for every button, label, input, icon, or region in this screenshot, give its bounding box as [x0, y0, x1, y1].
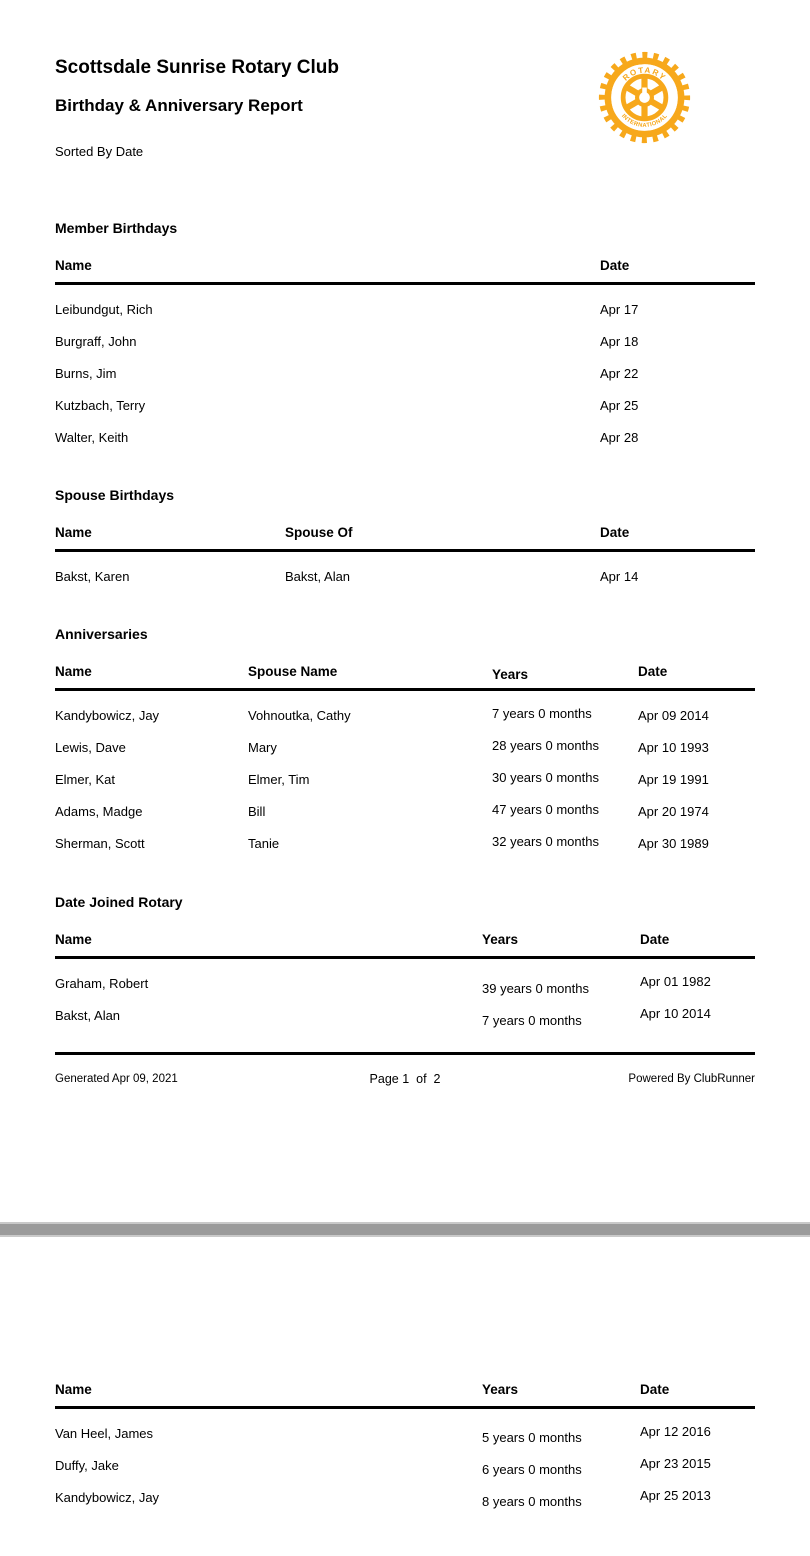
table-header-row	[55, 932, 755, 956]
table-row	[55, 738, 755, 770]
table-cell: Elmer, Tim	[248, 772, 310, 787]
table-cell: Bakst, Alan	[55, 1008, 121, 1023]
table-cell: Burns, Jim	[55, 366, 117, 381]
table-row	[55, 1006, 755, 1038]
table-cell: Walter, Keith	[55, 430, 129, 445]
report-title: Birthday & Anniversary Report	[55, 96, 303, 115]
rotary-international-logo-icon	[597, 50, 692, 145]
table-cell: Apr 28	[600, 430, 639, 445]
table-cell: Apr 20 1974	[638, 804, 709, 819]
table-cell: Apr 01 1982	[640, 974, 711, 989]
table-cell: Apr 10 1993	[638, 740, 709, 755]
column-header: Name	[55, 1382, 92, 1397]
table-row	[55, 770, 755, 802]
table-row	[55, 396, 755, 428]
header-divider	[55, 956, 755, 959]
page-footer	[55, 1070, 755, 1090]
table-cell: Elmer, Kat	[55, 772, 115, 787]
table-cell: Leibundgut, Rich	[55, 302, 153, 317]
table-cell: Kutzbach, Terry	[55, 398, 146, 413]
column-header: Years	[482, 1382, 519, 1397]
column-header: Years	[482, 932, 519, 947]
table-cell: 28 years 0 months	[492, 738, 599, 753]
table-cell: Apr 19 1991	[638, 772, 709, 787]
page-2	[0, 1237, 810, 1552]
table-cell: Apr 10 2014	[640, 1006, 711, 1021]
table-row	[55, 428, 755, 460]
column-header: Date	[640, 932, 670, 947]
table-cell: Vohnoutka, Cathy	[248, 708, 351, 723]
table-cell: Apr 09 2014	[638, 708, 709, 723]
header-divider	[55, 282, 755, 285]
table-cell: Bill	[248, 804, 266, 819]
table-cell: 7 years 0 months	[492, 706, 592, 721]
section-title: Spouse Birthdays	[55, 487, 175, 503]
section-title: Member Birthdays	[55, 220, 178, 236]
table-cell: Apr 23 2015	[640, 1456, 711, 1471]
table-row	[55, 364, 755, 396]
table-cell: Kandybowicz, Jay	[55, 1490, 160, 1505]
table-row	[55, 1488, 755, 1520]
table-cell: 47 years 0 months	[492, 802, 599, 817]
table-cell: Apr 18	[600, 334, 639, 349]
powered-by: Powered By ClubRunner	[628, 1073, 755, 1085]
table-cell: 30 years 0 months	[492, 770, 599, 785]
table-row	[55, 300, 755, 332]
table-body	[55, 300, 755, 460]
column-header: Name	[55, 525, 92, 540]
column-header: Date	[600, 525, 630, 540]
table-cell: Apr 22	[600, 366, 639, 381]
table-row	[55, 1424, 755, 1456]
table-row	[55, 706, 755, 738]
section-title: Date Joined Rotary	[55, 894, 183, 910]
table-cell: 5 years 0 months	[482, 1430, 582, 1445]
table-cell: 32 years 0 months	[492, 834, 599, 849]
sort-order-label: Sorted By Date	[55, 144, 144, 159]
table-cell: 8 years 0 months	[482, 1494, 582, 1509]
header-divider	[55, 1406, 755, 1409]
column-header: Spouse Of	[285, 525, 353, 540]
section-title: Anniversaries	[55, 626, 148, 642]
table-body	[55, 706, 755, 866]
header-divider	[55, 549, 755, 552]
page-separator	[0, 1222, 810, 1237]
page-number: Page 1 of 2	[369, 1072, 441, 1086]
table-cell: Apr 12 2016	[640, 1424, 711, 1439]
table-row	[55, 834, 755, 866]
header-divider	[55, 688, 755, 691]
table-cell: Lewis, Dave	[55, 740, 126, 755]
table-cell: Apr 30 1989	[638, 836, 709, 851]
table-cell: Apr 25	[600, 398, 639, 413]
footer-divider	[55, 1052, 755, 1055]
club-name: Scottsdale Sunrise Rotary Club	[55, 57, 340, 78]
logo-bottom-text: INTERNATIONAL	[620, 113, 669, 129]
column-header: Name	[55, 258, 92, 273]
column-header: Name	[55, 932, 92, 947]
column-header: Name	[55, 664, 92, 679]
table-cell: 6 years 0 months	[482, 1462, 582, 1477]
table-body	[55, 567, 755, 599]
table-cell: Kandybowicz, Jay	[55, 708, 160, 723]
table-header-row	[55, 525, 755, 549]
table-cell: Sherman, Scott	[55, 836, 145, 851]
logo-top-text: ROTARY	[621, 65, 669, 83]
table-row	[55, 1456, 755, 1488]
table-cell: Apr 25 2013	[640, 1488, 711, 1503]
table-cell: Mary	[248, 740, 277, 755]
table-row	[55, 567, 755, 599]
table-cell: Bakst, Karen	[55, 569, 130, 584]
table-row	[55, 974, 755, 1006]
table-body	[55, 1424, 755, 1520]
table-row	[55, 802, 755, 834]
table-body	[55, 974, 755, 1038]
table-cell: Bakst, Alan	[285, 569, 351, 584]
table-header-row	[55, 1382, 755, 1406]
table-cell: 7 years 0 months	[482, 1013, 582, 1028]
column-header: Years	[492, 667, 529, 682]
table-row	[55, 332, 755, 364]
table-cell: Apr 14	[600, 569, 639, 584]
table-cell: Adams, Madge	[55, 804, 143, 819]
table-header-row	[55, 664, 755, 688]
table-cell: Van Heel, James	[55, 1426, 154, 1441]
table-cell: Burgraff, John	[55, 334, 137, 349]
column-header: Date	[600, 258, 630, 273]
table-cell: Tanie	[248, 836, 280, 851]
column-header: Date	[640, 1382, 670, 1397]
table-cell: 39 years 0 months	[482, 981, 589, 996]
table-cell: Duffy, Jake	[55, 1458, 119, 1473]
column-header: Spouse Name	[248, 664, 338, 679]
table-cell: Apr 17	[600, 302, 639, 317]
table-header-row	[55, 258, 755, 282]
generated-date: Generated Apr 09, 2021	[55, 1073, 178, 1085]
column-header: Date	[638, 664, 668, 679]
table-cell: Graham, Robert	[55, 976, 149, 991]
